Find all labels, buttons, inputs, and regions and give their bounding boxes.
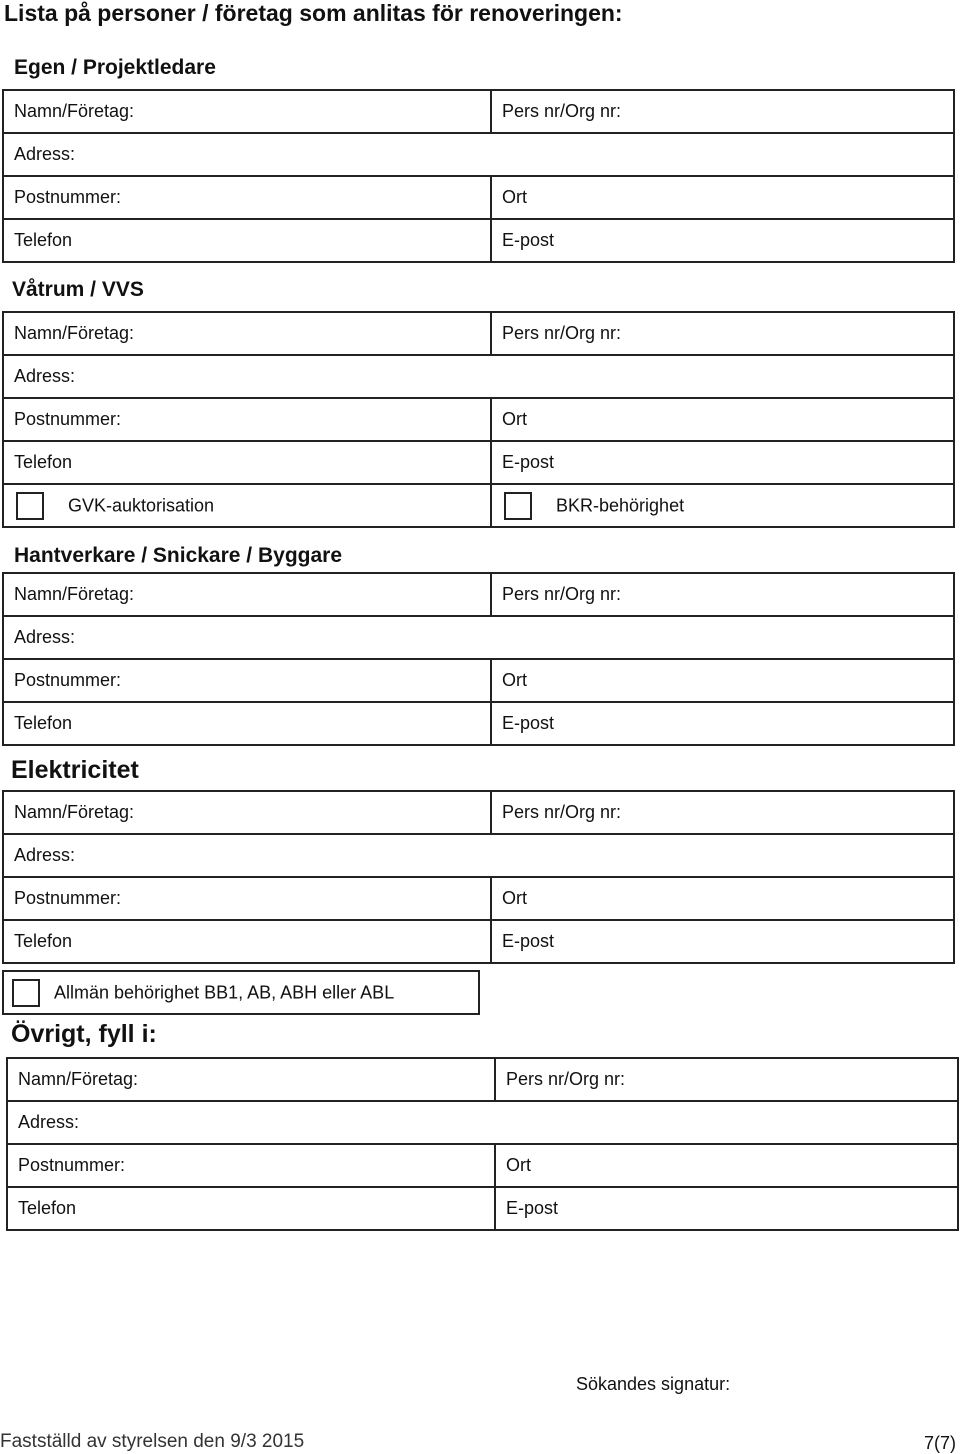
address-field[interactable]: Adress:	[7, 1101, 958, 1144]
name-field[interactable]: Namn/Företag:	[3, 312, 491, 355]
behorighet-label: Allmän behörighet BB1, AB, ABH eller ABL	[54, 982, 395, 1002]
city-field[interactable]: Ort	[491, 176, 954, 219]
name-field[interactable]: Namn/Företag:	[3, 90, 491, 133]
gvk-label: GVK-auktorisation	[68, 495, 215, 515]
form-hantverkare	[2, 572, 955, 746]
phone-field[interactable]: Telefon	[3, 219, 491, 262]
footer-approval-text: Fastställd av styrelsen den 9/3 2015	[0, 1431, 305, 1452]
postal-field[interactable]: Postnummer:	[3, 398, 491, 441]
postal-field[interactable]: Postnummer:	[7, 1144, 495, 1187]
section-title-egen: Egen / Projektledare	[14, 56, 216, 79]
persnr-field[interactable]: Pers nr/Org nr:	[491, 312, 954, 355]
postal-field[interactable]: Postnummer:	[3, 659, 491, 702]
postal-field[interactable]: Postnummer:	[3, 877, 491, 920]
address-field[interactable]: Adress:	[3, 133, 954, 176]
section-title-hantverkare: Hantverkare / Snickare / Byggare	[14, 544, 343, 567]
phone-field[interactable]: Telefon	[3, 702, 491, 745]
form-elektricitet	[2, 790, 955, 964]
bkr-checkbox-cell	[491, 484, 954, 527]
gvk-checkbox-cell	[3, 484, 491, 527]
bkr-checkbox[interactable]	[504, 492, 532, 520]
phone-field[interactable]: Telefon	[3, 441, 491, 484]
form-vatrum	[2, 311, 955, 528]
address-field[interactable]: Adress:	[3, 616, 954, 659]
persnr-field[interactable]: Pers nr/Org nr:	[491, 573, 954, 616]
email-field[interactable]: E-post	[491, 920, 954, 963]
page-title: Lista på personer / företag som anlitas för renoveringen:	[4, 0, 623, 26]
form-ovrigt	[6, 1057, 959, 1231]
postal-field[interactable]: Postnummer:	[3, 176, 491, 219]
name-field[interactable]: Namn/Företag:	[7, 1058, 495, 1101]
city-field[interactable]: Ort	[495, 1144, 958, 1187]
address-field[interactable]: Adress:	[3, 834, 954, 877]
gvk-checkbox[interactable]	[16, 492, 44, 520]
phone-field[interactable]: Telefon	[3, 920, 491, 963]
behorighet-checkbox-cell	[3, 971, 479, 1014]
behorighet-checkbox[interactable]	[12, 979, 40, 1007]
page-number: 7(7)	[923, 1433, 956, 1453]
signature-label: Sökandes signatur:	[576, 1374, 731, 1394]
city-field[interactable]: Ort	[491, 398, 954, 441]
email-field[interactable]: E-post	[491, 702, 954, 745]
phone-field[interactable]: Telefon	[7, 1187, 495, 1230]
city-field[interactable]: Ort	[491, 659, 954, 702]
section-title-vatrum: Våtrum / VVS	[12, 278, 144, 301]
form-elektricitet-checkbox	[2, 970, 480, 1015]
section-title-elektricitet: Elektricitet	[11, 756, 139, 784]
bkr-label: BKR-behörighet	[556, 495, 685, 515]
email-field[interactable]: E-post	[491, 219, 954, 262]
name-field[interactable]: Namn/Företag:	[3, 573, 491, 616]
email-field[interactable]: E-post	[491, 441, 954, 484]
name-field[interactable]: Namn/Företag:	[3, 791, 491, 834]
address-field[interactable]: Adress:	[3, 355, 954, 398]
city-field[interactable]: Ort	[491, 877, 954, 920]
form-egen	[2, 89, 955, 263]
persnr-field[interactable]: Pers nr/Org nr:	[491, 791, 954, 834]
persnr-field[interactable]: Pers nr/Org nr:	[491, 90, 954, 133]
section-title-ovrigt: Övrigt, fyll i:	[11, 1020, 157, 1048]
persnr-field[interactable]: Pers nr/Org nr:	[495, 1058, 958, 1101]
email-field[interactable]: E-post	[495, 1187, 958, 1230]
